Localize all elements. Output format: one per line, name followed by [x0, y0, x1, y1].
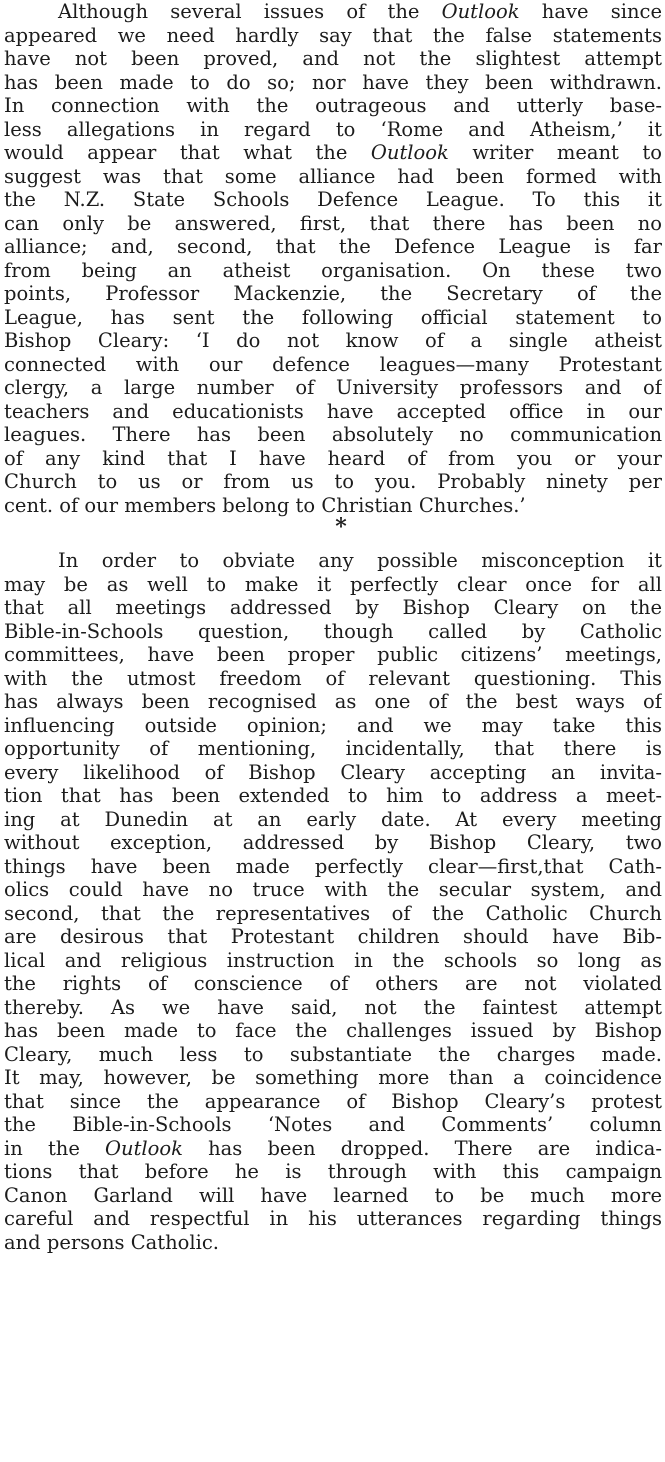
text-line: tions that before he is through with this campaign [4, 1160, 662, 1183]
text-line: Church to us or from us to you. Probably ninety per [4, 470, 662, 493]
text-line: In connection with the outrageous and utterly base- [4, 94, 662, 117]
text-line: without exception, addressed by Bishop Cleary, two [4, 831, 662, 854]
publication-name: Outlook [370, 141, 449, 164]
text-line: careful and respectful in his utterances regarding things [4, 1207, 662, 1230]
text-line: cent. of our members belong to Christian Churches.’ [4, 493, 526, 517]
text-line: connected with our defence leagues—many Protestant [4, 352, 662, 376]
text-line: opportunity of mentioning, incidentally, that there is [4, 737, 662, 760]
text-line: Cleary, much less to substantiate the charges made. [4, 1042, 662, 1066]
text-line: olics could have no truce with the secular system, and [4, 878, 662, 901]
text-line: the rights of conscience of others are not violated [4, 972, 662, 995]
text-line: leagues. There has been absolutely no communication [4, 423, 662, 446]
text-line: clergy, a large number of University professors and of [4, 376, 662, 399]
paragraph-bishop-cleary-meetings [4, 549, 662, 1254]
text-line: things have been made perfectly clear—first,that Cath- [4, 854, 662, 878]
section-separator-asterisk: * [335, 514, 347, 540]
text-line: the Bible-in-Schools ‘Notes and Comments’ column [4, 1113, 662, 1136]
text-line: tion that has been extended to him to address a meet- [4, 784, 662, 807]
text-line: committees, have been proper public citizens’ meetings, [4, 643, 662, 666]
text-line: has always been recognised as one of the best ways of [4, 690, 662, 713]
paragraph-gap [4, 537, 662, 549]
article-page [4, 0, 662, 1254]
text-line: lical and religious instruction in the schools so long as [4, 948, 662, 972]
text-line: that since the appearance of Bishop Cleary’s protest [4, 1089, 662, 1113]
text-line: influencing outside opinion; and we may take this [4, 713, 662, 737]
text-line: are desirous that Protestant children should have Bib- [4, 925, 662, 948]
text-line: Bishop Cleary: ‘I do not know of a single atheist [4, 329, 662, 352]
text-line: Although several issues of the Outlook have since [58, 0, 662, 23]
paragraph-outlook-statements [4, 0, 662, 517]
publication-name: Outlook [105, 1136, 183, 1160]
text-line: League, has sent the following official statement to [4, 305, 662, 329]
text-line: that all meetings addressed by Bishop Cleary on the [4, 596, 662, 619]
text-line: less allegations in regard to ‘Rome and Atheism,’ it [4, 117, 662, 141]
text-line: In order to obviate any possible misconception it [58, 549, 662, 572]
text-line: every likelihood of Bishop Cleary accepting an invita- [4, 760, 662, 784]
text-line: thereby. As we have said, not the faintest attempt [4, 995, 662, 1019]
text-line: the N.Z. State Schools Defence League. To this it [4, 188, 662, 211]
text-line: appeared we need hardly say that the false statements [4, 23, 662, 47]
text-line: ing at Dunedin at an early date. At every meeting [4, 807, 662, 831]
text-line: from being an atheist organisation. On these two [4, 258, 662, 282]
text-line: with the utmost freedom of relevant questioning. This [4, 666, 662, 690]
text-line: has been made to face the challenges issued by Bishop [4, 1019, 662, 1042]
text-line: may be as well to make it perfectly clear once for all [4, 572, 662, 596]
text-line: of any kind that I have heard of from you or your [4, 446, 662, 470]
text-line: Bible-in-Schools question, though called by Catholic [4, 619, 662, 643]
text-line: alliance; and, second, that the Defence League is far [4, 235, 662, 258]
publication-name: Outlook [441, 0, 520, 23]
text-line: would appear that what the Outlook writer meant to [4, 141, 662, 164]
text-line: points, Professor Mackenzie, the Secretary of the [4, 282, 662, 305]
text-line: suggest was that some alliance had been formed with [4, 164, 662, 188]
text-line: Canon Garland will have learned to be much more [4, 1183, 662, 1207]
text-line: teachers and educationists have accepted office in our [4, 399, 662, 423]
text-line: It may, however, be something more than a coincidence [4, 1066, 662, 1089]
text-line: and persons Catholic. [4, 1230, 219, 1254]
text-line: can only be answered, first, that there has been no [4, 211, 662, 235]
text-line: have not been proved, and not the slightest attempt [4, 47, 662, 70]
text-line: has been made to do so; nor have they been withdrawn. [4, 70, 662, 94]
text-line: in the Outlook has been dropped. There are indica- [4, 1136, 662, 1160]
text-line: second, that the representatives of the Catholic Church [4, 901, 662, 925]
